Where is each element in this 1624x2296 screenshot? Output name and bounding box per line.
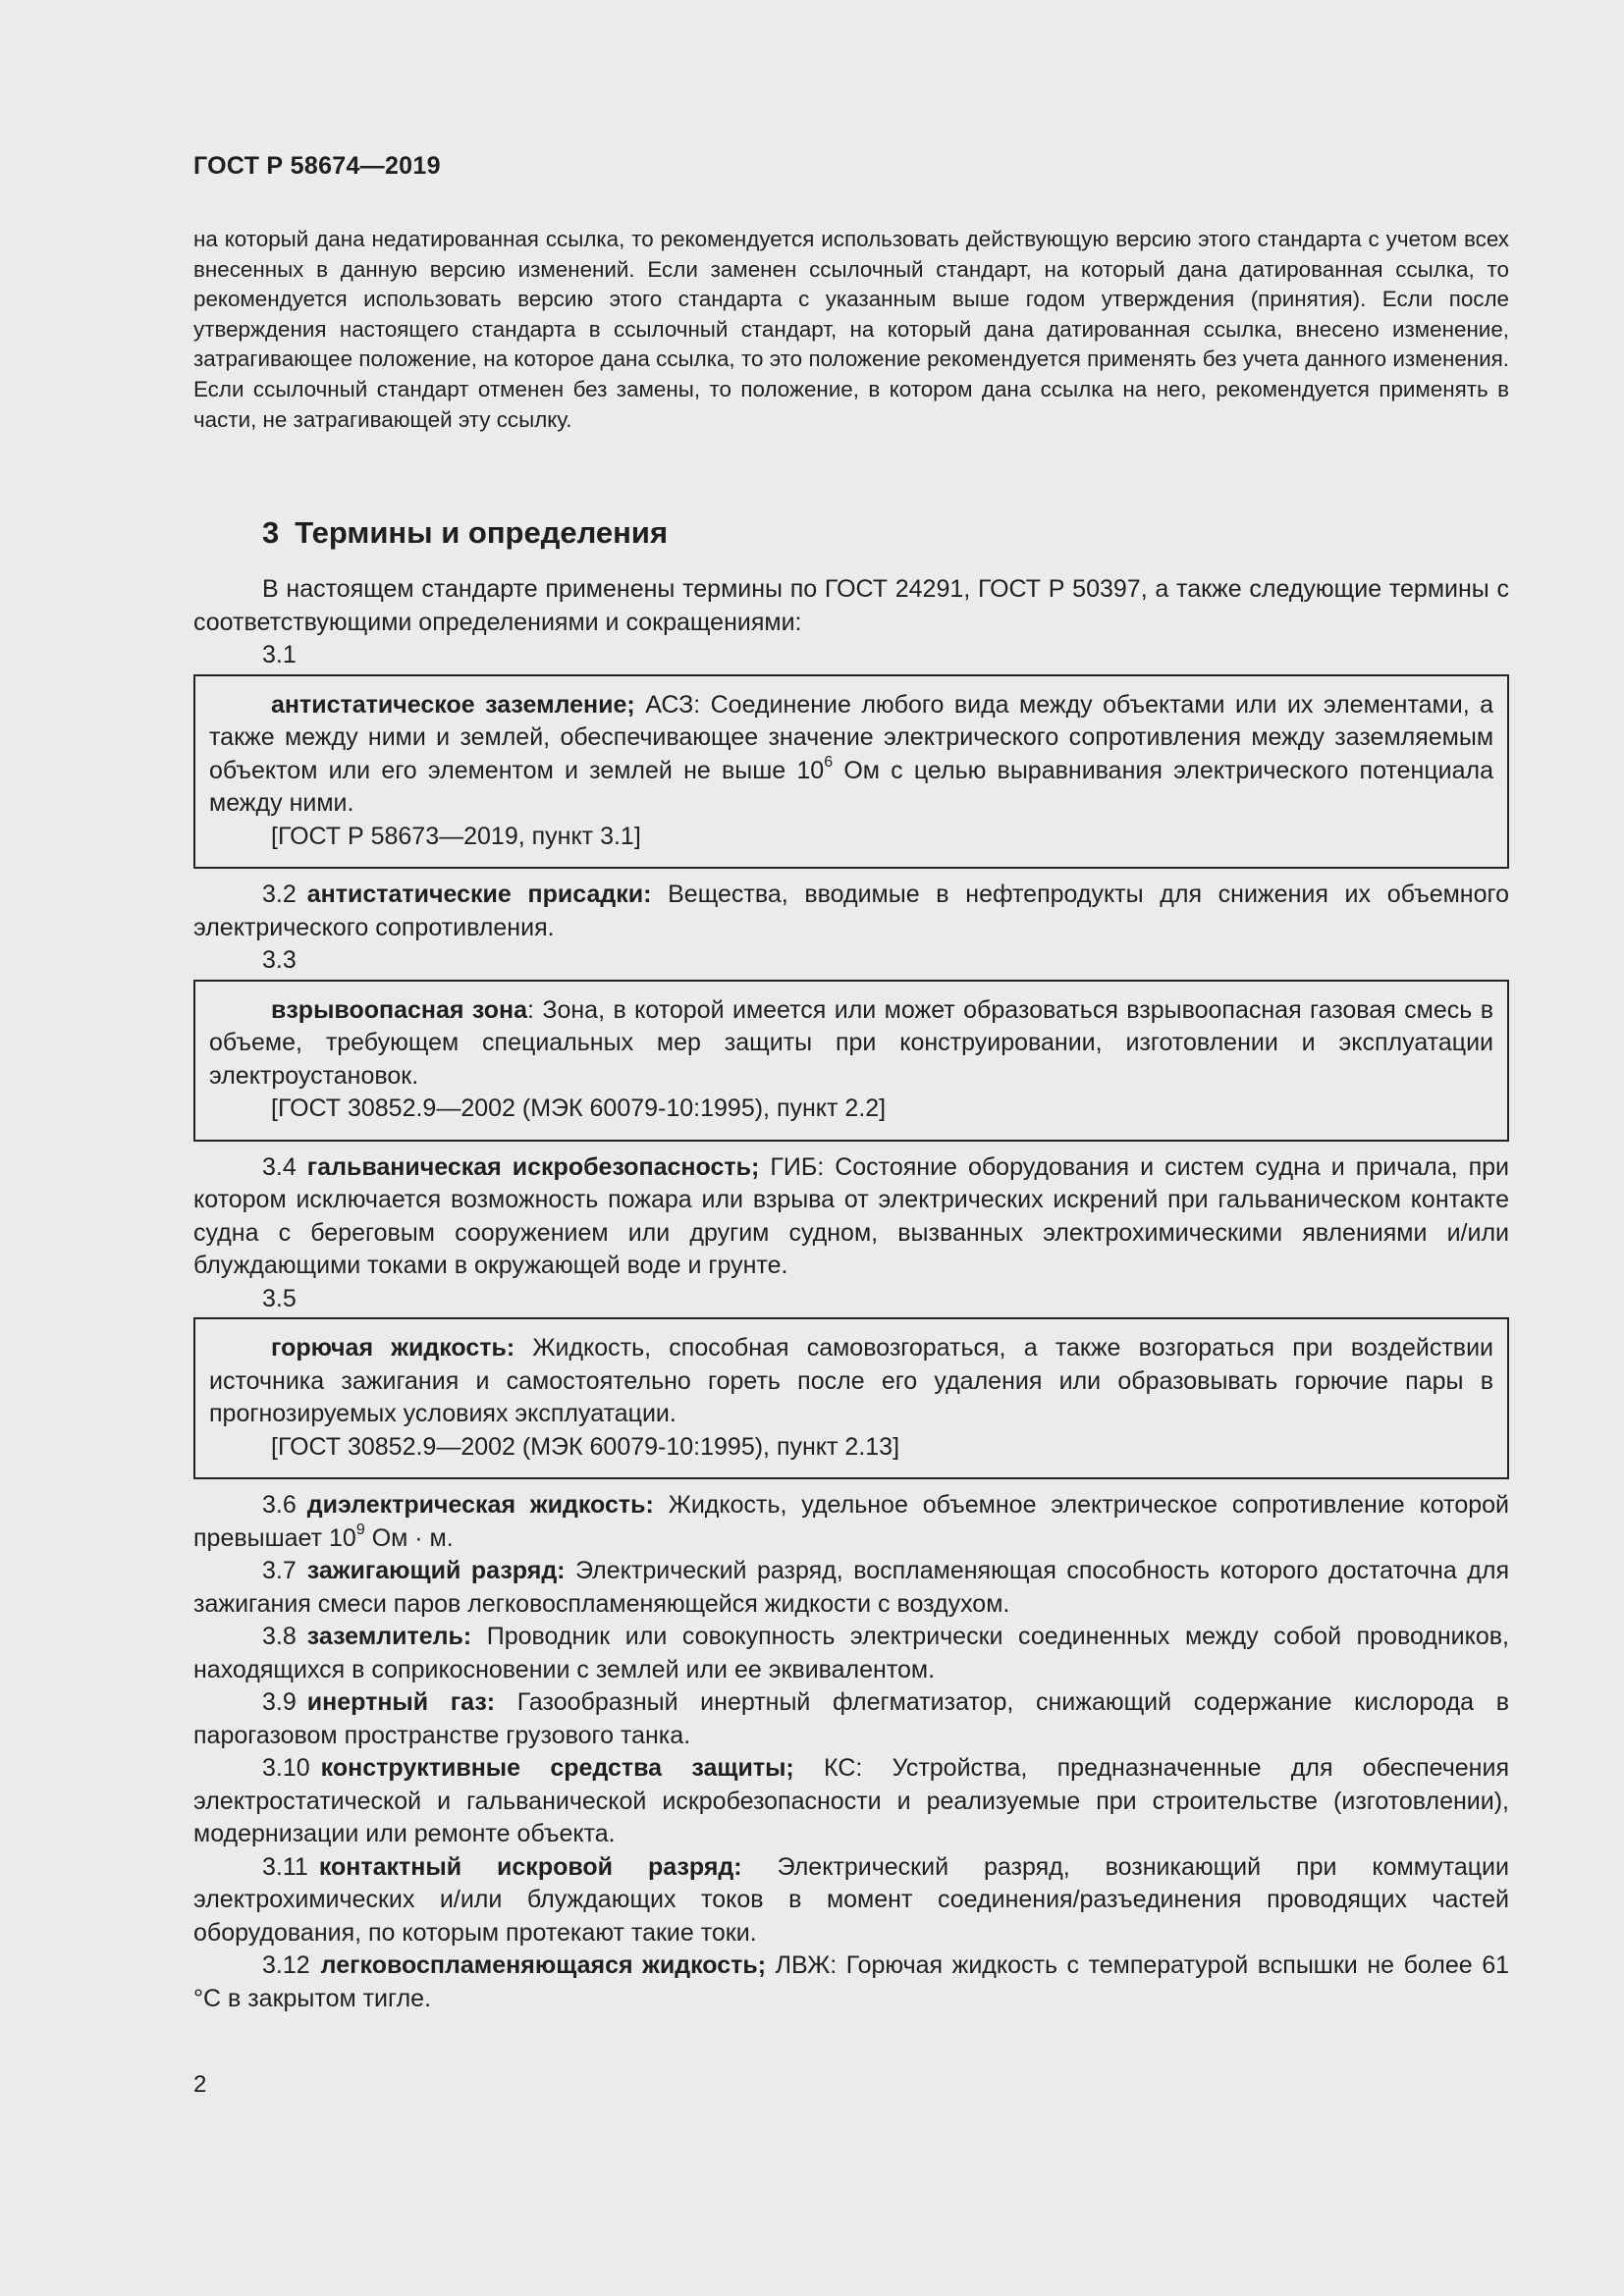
term-definition-text: ЛВЖ: Горючая жидкость с температурой вспышки не более 61 °С в закрытом тигле. <box>193 1951 1509 2012</box>
term-source-3-5: [ГОСТ 30852.9—2002 (МЭК 60079-10:1995), пункт 2.13] <box>271 1432 900 1461</box>
term-definition-text: Ом с целью выравнивания электрического потенциала между ними. <box>209 756 1493 817</box>
term-name: диэлектрическая жидкость: <box>306 1491 654 1519</box>
term-definition-text: Ом · м. <box>364 1523 454 1552</box>
intro-paragraph: на который дана недатированная ссылка, то рекомендуется использовать действующую версию этого стандарта с учетом всех внесенных в данную версию изменений. Если заменен ссылочный стандарт, на который дана датированная ссылка, то рекомендуется использовать версию этого стандарта с указанным выше годом утверждения (принятия). Если после утверждения настоящего стандарта в ссылочный стандарт, на который дана датированная ссылка, внесено изменение, затрагивающее положение, на которое дана ссылка, то это положение рекомендуется применять без учета данного изменения. Если ссылочный стандарт отменен без замены, то положение, в котором дана ссылка на него, рекомендуется применять в части, не затрагивающей эту ссылку. <box>193 227 1509 432</box>
term-3-7 <box>193 1555 1509 1621</box>
term-definition-3-1 <box>209 689 1493 821</box>
term-number: 3.11 <box>262 1852 308 1881</box>
term-3-6 <box>193 1489 1509 1555</box>
term-number-3-1: 3.1 <box>262 641 297 668</box>
term-name: легковоспламеняющаяся жидкость; <box>320 1951 767 1979</box>
term-definition-text: Электрический разряд, возникающий при коммутации электрохимических и/или блуждающих токов в момент соединения/разъединения проводящих частей оборудования, по которым протекают такие токи. <box>193 1852 1509 1947</box>
term-3-9 <box>193 1686 1509 1752</box>
terms-body <box>193 573 1509 2015</box>
term-number-3-3: 3.3 <box>262 946 297 974</box>
term-definition-text: Газообразный инертный флегматизатор, снижающий содержание кислорода в парогазовом пространстве грузового танка. <box>193 1688 1509 1749</box>
term-number-3-5: 3.5 <box>262 1284 297 1312</box>
term-name: заземлитель: <box>306 1623 472 1650</box>
term-name: контактный искровой разряд: <box>318 1852 742 1881</box>
section-title: Термины и определения <box>295 515 669 550</box>
term-3-4 <box>193 1151 1509 1283</box>
term-3-8 <box>193 1621 1509 1686</box>
term-source-3-1: [ГОСТ Р 58673—2019, пункт 3.1] <box>271 822 641 850</box>
term-3-11 <box>193 1851 1509 1950</box>
section-lead: В настоящем стандарте применены термины по ГОСТ 24291, ГОСТ Р 50397, а также следующие термины с соответствующими определениями и сокращениями: <box>193 575 1509 636</box>
term-definition-text: ГИБ: Состояние оборудования и систем судна и причала, при котором исключается возможность пожара или взрыва от электрических искрений при гальваническом контакте судна с береговым сооружением или другим судном, вызванных электрохимическими явлениями и/или блуждающими токами в окружающей воде и грунте. <box>193 1152 1509 1279</box>
exponent: 6 <box>824 754 834 772</box>
term-definition-text: Жидкость, способная самовозгораться, а также возгораться при воздействии источника зажигания и самостоятельно гореть после его удаления или образовывать горючие пары в прогнозируемых условиях эксплуатации. <box>209 1334 1494 1427</box>
term-number: 3.10 <box>262 1754 310 1782</box>
term-definition-text: : Зона, в которой имеется или может образоваться взрывоопасная газовая смесь в объеме, требующем специальных мер защиты при конструировании, изготовлении и эксплуатации электроустановок. <box>209 995 1493 1090</box>
term-definition-text: Вещества, вводимые в нефтепродукты для снижения их объемного электрического сопротивления. <box>193 881 1509 941</box>
term-number: 3.6 <box>262 1491 297 1519</box>
term-3-10 <box>193 1752 1509 1851</box>
term-number: 3.7 <box>262 1557 297 1584</box>
term-name: горючая жидкость: <box>271 1334 515 1362</box>
term-box-3-5 <box>193 1317 1509 1479</box>
section-heading <box>262 515 668 551</box>
term-definition-text: Жидкость, удельное объемное электрическое сопротивление которой превышает 10 <box>193 1491 1509 1552</box>
term-name: конструктивные средства защиты; <box>320 1754 794 1782</box>
term-name: антистатическое заземление; <box>271 690 635 719</box>
term-name: антистатические присадки: <box>306 881 652 908</box>
term-definition-3-5 <box>209 1332 1493 1431</box>
term-number: 3.12 <box>262 1951 310 1979</box>
term-3-2 <box>193 879 1509 944</box>
term-box-3-3 <box>193 980 1509 1142</box>
term-definition-text: Электрический разряд, воспламеняющая способность которого достаточна для зажигания смеси паров легковоспламеняющейся жидкости с воздухом. <box>193 1557 1509 1618</box>
term-definition-3-3 <box>209 994 1493 1094</box>
exponent: 9 <box>355 1522 365 1539</box>
term-number: 3.8 <box>262 1623 297 1650</box>
term-number: 3.2 <box>262 881 297 908</box>
document-header: ГОСТ Р 58674—2019 <box>193 152 441 180</box>
term-number: 3.4 <box>262 1152 297 1181</box>
term-source-3-3: [ГОСТ 30852.9—2002 (МЭК 60079-10:1995), пункт 2.2] <box>271 1095 887 1122</box>
term-name: взрывоопасная зона <box>271 995 527 1024</box>
term-number: 3.9 <box>262 1688 297 1716</box>
term-name: зажигающий разряд: <box>306 1557 566 1584</box>
section-number: 3 <box>262 515 280 550</box>
term-definition-text: АСЗ: Соединение любого вида между объектами или их элементами, а также между ними и землей, обеспечивающее значение электрического сопротивления между заземляемым объектом или его элементом и землей не выше 10 <box>209 690 1494 784</box>
page-number: 2 <box>193 2071 207 2098</box>
term-definition-text: Проводник или совокупность электрически соединенных между собой проводников, находящихся в соприкосновении с землей или ее эквивалентом. <box>193 1623 1509 1683</box>
term-3-12 <box>193 1949 1509 2015</box>
term-box-3-1 <box>193 674 1509 870</box>
term-name: инертный газ: <box>306 1688 496 1716</box>
term-name: гальваническая искробезопасность; <box>306 1152 760 1181</box>
term-definition-text: КС: Устройства, предназначенные для обеспечения электростатической и гальванической искробезопасности и реализуемые при строительстве (изготовлении), модернизации или ремонте объекта. <box>193 1754 1509 1847</box>
